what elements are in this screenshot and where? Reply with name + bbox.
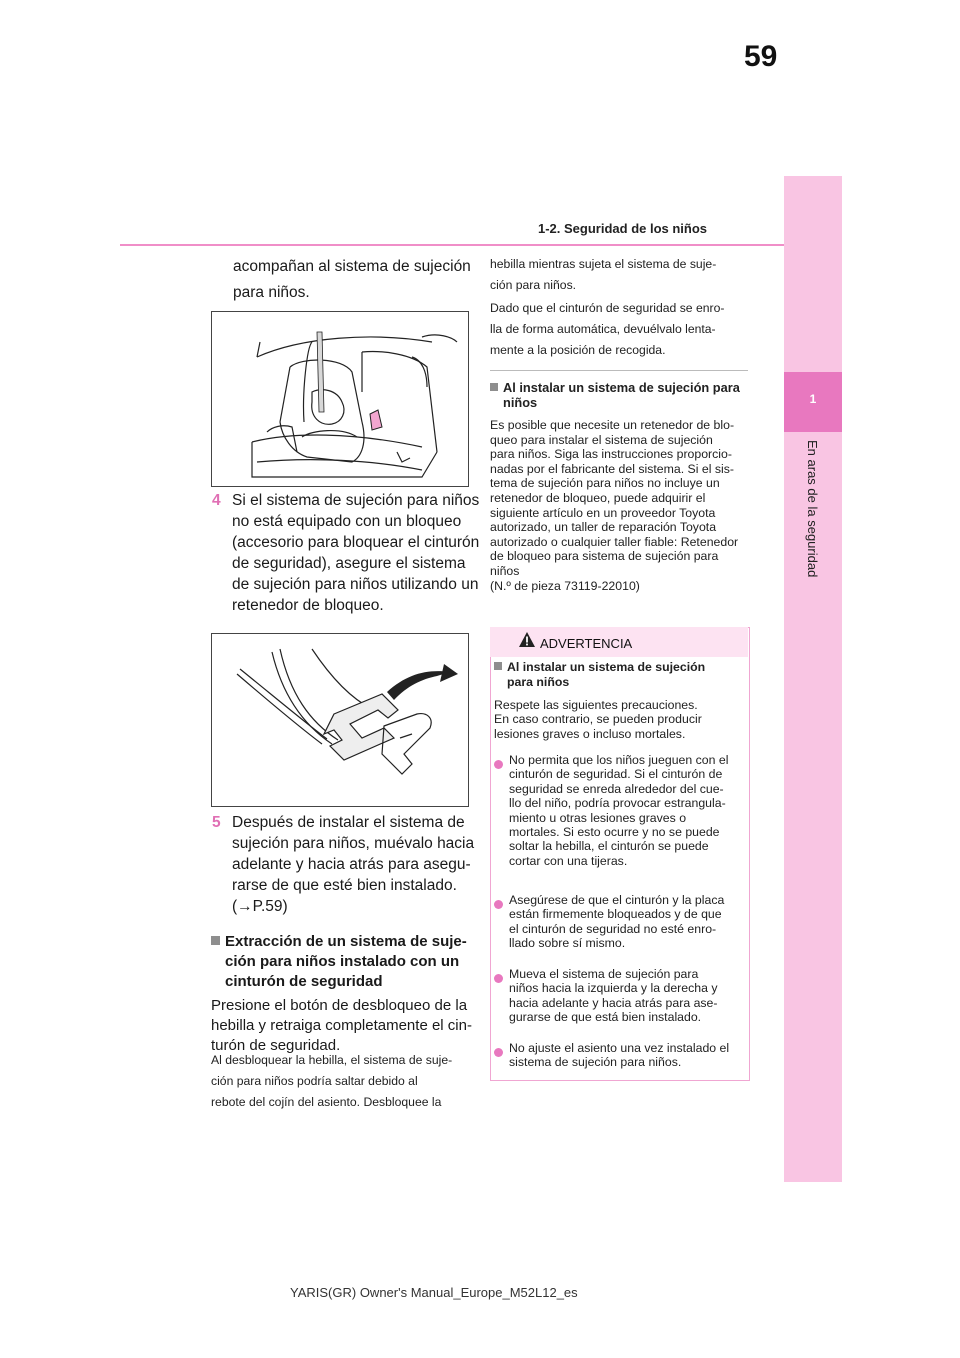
install-body-line: siguiente artículo en un proveedor Toyota — [490, 505, 716, 520]
retract-note-line: lla de forma automática, devuélvalo lenta- — [490, 322, 716, 336]
bullet-icon — [494, 896, 503, 914]
step-4-line: (accesorio para bloquear el cinturón — [232, 534, 480, 551]
warning-item — [509, 1041, 729, 1070]
bullet-icon — [494, 756, 503, 774]
step-4-label: 4 — [212, 492, 221, 509]
warning-item-line: llo del niño, podría provocar estrangula- — [509, 796, 726, 811]
install-heading-line: niños — [503, 395, 538, 410]
install-heading-line: Al instalar un sistema de sujeción para — [503, 380, 740, 395]
warning-intro-line: lesiones graves o incluso mortales. — [494, 726, 686, 741]
intro-line-1: acompañan al sistema de sujeción — [233, 258, 471, 275]
heading-square-icon — [490, 383, 498, 391]
warning-heading-line: para niños — [507, 675, 570, 689]
heading-square-icon — [211, 936, 220, 945]
right-continuation-line: ción para niños. — [490, 278, 577, 292]
bullet-icon — [494, 1044, 503, 1062]
warning-intro-line: Respete las siguientes precauciones. — [494, 698, 698, 712]
warning-item-line: Mueva el sistema de sujeción para — [509, 967, 699, 981]
footer-manual-id: YARIS(GR) Owner's Manual_Europe_M52L12_es — [290, 1285, 578, 1300]
header-divider — [120, 244, 784, 246]
install-body-line: niños — [490, 563, 520, 578]
removal-heading — [211, 932, 467, 992]
section-title: 1-2. Seguridad de los niños — [538, 221, 708, 236]
removal-note-line: Al desbloquear la hebilla, el sistema de suje- — [211, 1053, 453, 1067]
install-body-line: (N.º de pieza 73119-22010) — [490, 578, 640, 593]
step-4-line: no está equipado con un bloqueo — [232, 513, 462, 530]
step-5-line: rarse de que esté bien instalado. — [232, 877, 457, 894]
step-5-line: adelante y hacia atrás para asegu- — [232, 856, 471, 873]
install-body-line: de bloqueo para sistema de sujeción para — [490, 549, 719, 564]
warning-intro — [494, 698, 702, 741]
step-5-number — [212, 812, 221, 833]
page-number: 59 — [744, 40, 778, 73]
removal-note-line: rebote del cojín del asiento. Desbloquee la — [211, 1095, 442, 1109]
warning-item-line: cortar con una tijeras. — [509, 853, 628, 868]
chapter-side-tab — [784, 176, 842, 1182]
child-seat-illustration — [211, 311, 469, 487]
warning-item-line: Asegúrese de que el cinturón y la placa — [509, 893, 725, 907]
removal-body-line: hebilla y retraiga completamente el cin- — [211, 1017, 472, 1034]
intro-line-2: para niños. — [233, 284, 310, 301]
warning-item-line: soltar la hebilla, el cinturón se puede — [509, 839, 709, 854]
chapter-number: 1 — [809, 392, 817, 406]
removal-note — [211, 1050, 452, 1113]
warning-item-line: No ajuste el asiento una vez instalado el — [509, 1041, 730, 1055]
section-divider — [490, 370, 748, 371]
warning-heading-line: Al instalar un sistema de sujeción — [507, 660, 706, 674]
warning-item — [509, 893, 724, 951]
install-body-line: nadas por el fabricante del sistema. Si el sis- — [490, 461, 735, 476]
warning-item-line: miento u otras lesiones graves o — [509, 810, 687, 825]
warning-intro-line: En caso contrario, se pueden producir — [494, 712, 702, 727]
bullet-icon — [494, 970, 503, 988]
install-body-line: Es posible que necesite un retenedor de blo- — [490, 418, 735, 432]
warning-item-line: sistema de sujeción para niños. — [509, 1055, 682, 1070]
warning-item-line: seguridad se enreda alrededor del cue- — [509, 781, 724, 796]
retract-note-line: mente a la posición de recogida. — [490, 343, 666, 357]
warning-item-line: cinturón de seguridad. Si el cinturón de — [509, 767, 723, 782]
removal-heading-line: cinturón de seguridad — [225, 973, 383, 990]
step-4-number — [212, 490, 221, 511]
warning-item-line: gurarse de que está bien instalado. — [509, 1010, 702, 1025]
removal-body-line: Presione el botón de desbloqueo de la — [211, 997, 468, 1014]
retract-note — [490, 298, 724, 361]
install-body — [490, 418, 738, 593]
warning-item — [509, 967, 718, 1025]
right-continuation-line: hebilla mientras sujeta el sistema de suje- — [490, 257, 717, 271]
step-4-line: Si el sistema de sujeción para niños — [232, 492, 480, 509]
install-body-line: autorizado o cualquier taller fiable: Retenedor — [490, 534, 739, 549]
warning-item-line: el cinturón de seguridad no esté enro- — [509, 921, 717, 936]
retract-note-line: Dado que el cinturón de seguridad se enro- — [490, 301, 725, 315]
install-body-line: tema de sujeción para niños no incluye un — [490, 476, 720, 491]
step-5-label: 5 — [212, 814, 221, 831]
warning-triangle-icon — [519, 632, 535, 652]
heading-square-icon — [494, 662, 502, 670]
install-body-line: para niños. Siga las instrucciones proporcio- — [490, 447, 732, 462]
step-5-line: Después de instalar el sistema de — [232, 814, 465, 831]
install-body-line: autorizado, un taller de reparación Toyota — [490, 520, 717, 535]
warning-item-line: están firmemente bloqueados y de que — [509, 907, 722, 922]
removal-body-line: turón de seguridad. — [211, 1037, 341, 1054]
warning-title: ADVERTENCIA — [540, 636, 633, 651]
warning-item — [509, 753, 728, 868]
removal-heading-line: ción para niños instalado con un — [225, 953, 460, 970]
install-body-line: retenedor de bloqueo, puede adquirir el — [490, 490, 706, 505]
install-heading — [490, 380, 740, 410]
locking-clip-drawing — [212, 634, 468, 806]
warning-item-line: mortales. Si esto ocurre y no se puede — [509, 825, 720, 840]
warning-item-line: hacia adelante y hacia atrás para ase- — [509, 995, 718, 1010]
step-4-line: de seguridad), asegure el sistema — [232, 555, 466, 572]
locking-clip-illustration — [211, 633, 469, 807]
step-4-text — [232, 490, 479, 616]
child-seat-drawing — [212, 312, 468, 486]
warning-item-line: llado sobre sí mismo. — [509, 936, 626, 951]
removal-body — [211, 996, 472, 1056]
warning-item-line: No permita que los niños jueguen con el — [509, 753, 729, 767]
step-5-text — [232, 812, 474, 917]
right-continuation — [490, 254, 716, 296]
step-4-line: retenedor de bloqueo. — [232, 597, 384, 614]
warning-heading — [494, 660, 705, 690]
step-4-line: de sujeción para niños utilizando un — [232, 576, 479, 593]
chapter-label: En aras de la seguridad — [805, 440, 820, 578]
step-5-line: (→P.59) — [232, 898, 288, 915]
step-5-line: sujeción para niños, muévalo hacia — [232, 835, 475, 852]
install-body-line: queo para instalar el sistema de sujeción — [490, 432, 713, 447]
warning-item-line: niños hacia la izquierda y la derecha y — [509, 981, 718, 996]
removal-heading-line: Extracción de un sistema de suje- — [225, 933, 467, 950]
removal-note-line: ción para niños podría saltar debido al — [211, 1074, 418, 1088]
